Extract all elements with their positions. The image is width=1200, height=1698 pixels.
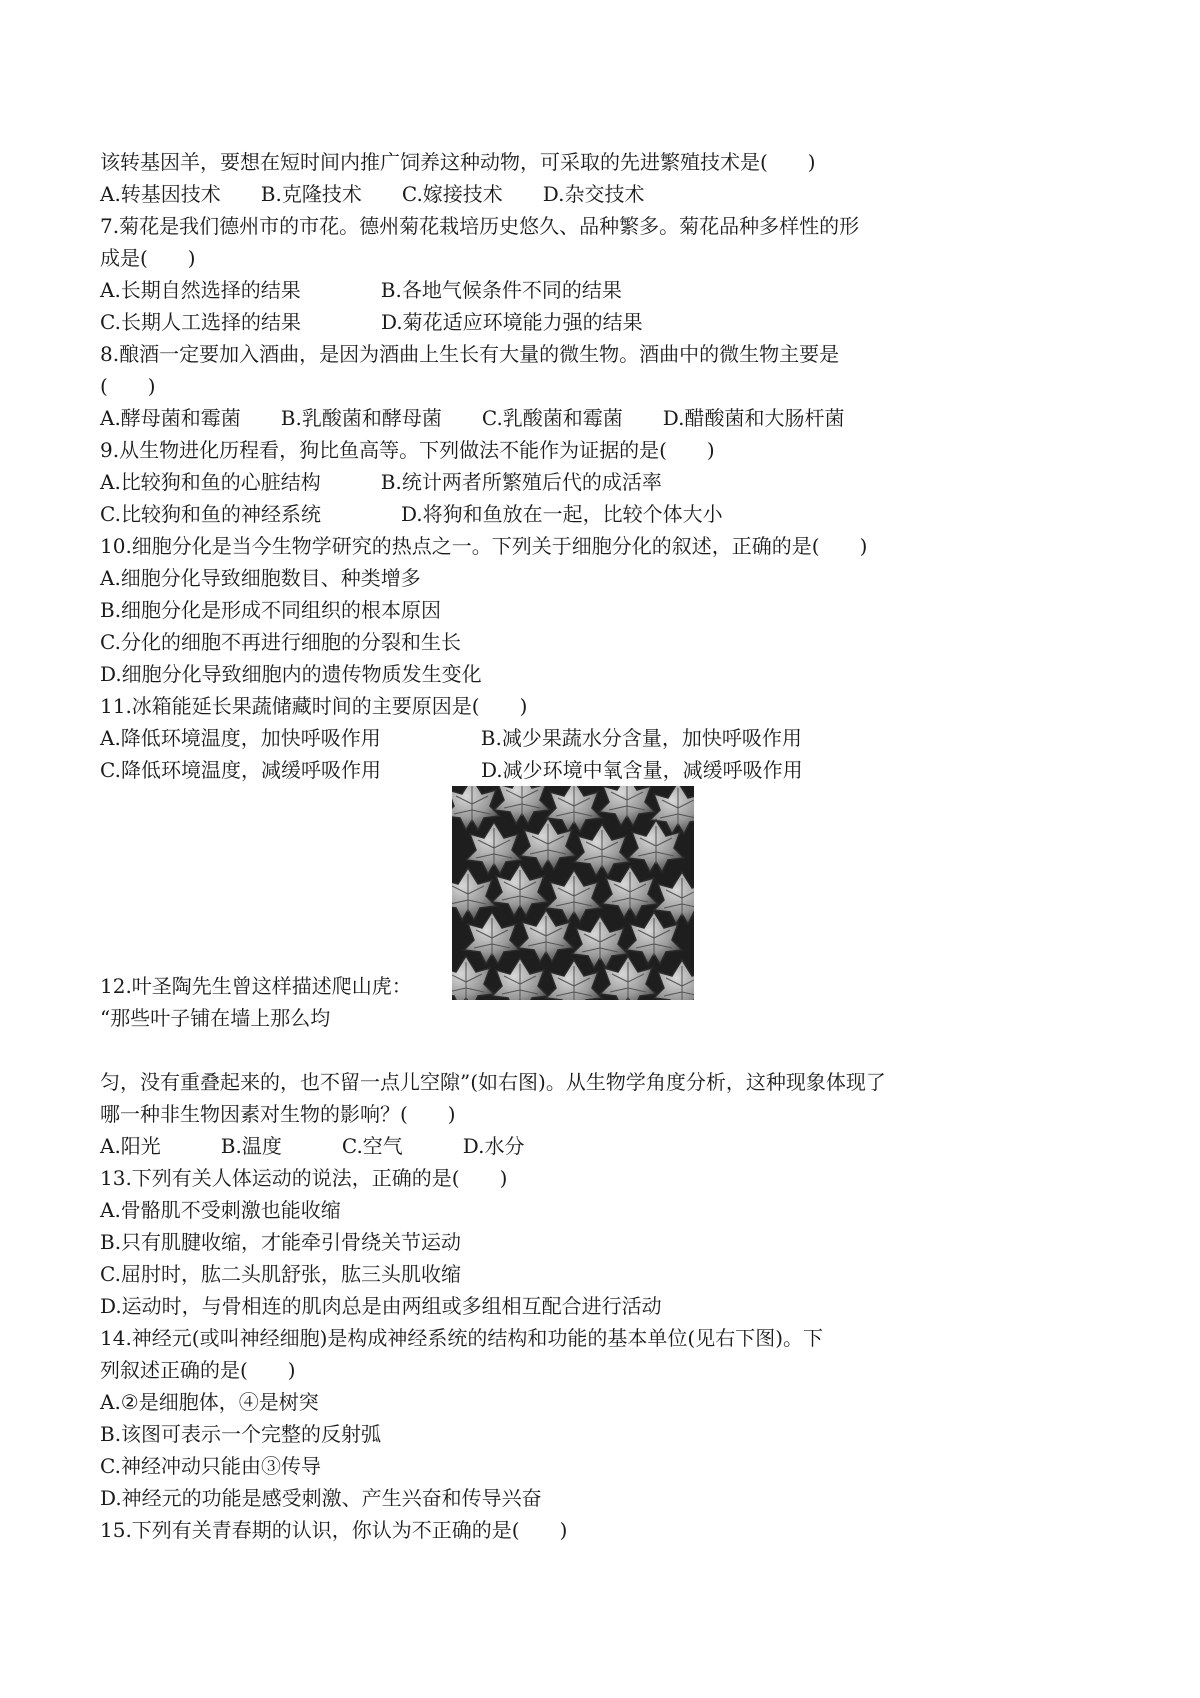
q8-options: A.酵母菌和霉菌 B.乳酸菌和酵母菌 C.乳酸菌和霉菌 D.醋酸菌和大肠杆菌 bbox=[100, 406, 845, 430]
q13-option-d: D.运动时，与骨相连的肌肉总是由两组或多组相互配合进行活动 bbox=[100, 1294, 662, 1318]
q13-stem: 13.下列有关人体运动的说法，正确的是( ) bbox=[100, 1166, 508, 1190]
q13-option-c: C.屈肘时，肱二头肌舒张，肱三头肌收缩 bbox=[100, 1262, 461, 1286]
q13-option-b: B.只有肌腱收缩，才能牵引骨绕关节运动 bbox=[100, 1230, 462, 1254]
q12-stem-continued: 匀，没有重叠起来的，也不留一点儿空隙”(如右图)。从生物学角度分析，这种现象体现了 bbox=[100, 1070, 886, 1094]
q10-option-b: B.细胞分化是形成不同组织的根本原因 bbox=[100, 598, 442, 622]
q11-stem: 11.冰箱能延长果蔬储藏时间的主要原因是( ) bbox=[100, 694, 528, 718]
q9-stem: 9.从生物进化历程看，狗比鱼高等。下列做法不能作为证据的是( ) bbox=[100, 438, 715, 462]
q7-stem: 7.菊花是我们德州市的市花。德州菊花栽培历史悠久、品种繁多。菊花品种多样性的形 bbox=[100, 214, 860, 238]
q14-option-b: B.该图可表示一个完整的反射弧 bbox=[100, 1422, 382, 1446]
q14-stem: 14.神经元(或叫神经细胞)是构成神经系统的结构和功能的基本单位(见右下图)。下 bbox=[100, 1326, 824, 1350]
ivy-leaves-image bbox=[452, 786, 694, 1000]
q13-option-a: A.骨骼肌不受刺激也能收缩 bbox=[100, 1198, 341, 1222]
q9-options-cd: C.比较狗和鱼的神经系统 D.将狗和鱼放在一起，比较个体大小 bbox=[100, 502, 723, 526]
q8-stem-continued: ( ) bbox=[100, 374, 156, 398]
q12-quote: “那些叶子铺在墙上那么均 bbox=[100, 1006, 331, 1030]
q14-stem-continued: 列叙述正确的是( ) bbox=[100, 1358, 296, 1382]
q12-options: A.阳光 B.温度 C.空气 D.水分 bbox=[100, 1134, 525, 1158]
q10-option-d: D.细胞分化导致细胞内的遗传物质发生变化 bbox=[100, 662, 482, 686]
q7-stem-continued: 成是( ) bbox=[100, 246, 196, 270]
q6-options: A.转基因技术 B.克隆技术 C.嫁接技术 D.杂交技术 bbox=[100, 182, 645, 206]
q10-stem: 10.细胞分化是当今生物学研究的热点之一。下列关于细胞分化的叙述，正确的是( ) bbox=[100, 534, 868, 558]
q12-stem: 12.叶圣陶先生曾这样描述爬山虎： bbox=[100, 974, 412, 998]
q8-stem: 8.酿酒一定要加入酒曲，是因为酒曲上生长有大量的微生物。酒曲中的微生物主要是 bbox=[100, 342, 840, 366]
q11-options-ab: A.降低环境温度，加快呼吸作用 B.减少果蔬水分含量，加快呼吸作用 bbox=[100, 726, 802, 750]
ivy-leaves-photo bbox=[452, 786, 694, 1000]
q6-stem-continued: 该转基因羊，要想在短时间内推广饲养这种动物，可采取的先进繁殖技术是( ) bbox=[100, 150, 816, 174]
q10-option-a: A.细胞分化导致细胞数目、种类增多 bbox=[100, 566, 421, 590]
q14-option-c: C.神经冲动只能由③传导 bbox=[100, 1454, 321, 1478]
q15-stem: 15.下列有关青春期的认识，你认为不正确的是( ) bbox=[100, 1518, 568, 1542]
q7-options-ab: A.长期自然选择的结果 B.各地气候条件不同的结果 bbox=[100, 278, 622, 302]
q11-options-cd: C.降低环境温度，减缓呼吸作用 D.减少环境中氧含量，减缓呼吸作用 bbox=[100, 758, 803, 782]
q14-option-d: D.神经元的功能是感受刺激、产生兴奋和传导兴奋 bbox=[100, 1486, 542, 1510]
q9-options-ab: A.比较狗和鱼的心脏结构 B.统计两者所繁殖后代的成活率 bbox=[100, 470, 662, 494]
q12-question: 哪一种非生物因素对生物的影响？( ) bbox=[100, 1102, 456, 1126]
q7-options-cd: C.长期人工选择的结果 D.菊花适应环境能力强的结果 bbox=[100, 310, 643, 334]
q10-option-c: C.分化的细胞不再进行细胞的分裂和生长 bbox=[100, 630, 461, 654]
q14-option-a: A.②是细胞体，④是树突 bbox=[100, 1390, 319, 1414]
